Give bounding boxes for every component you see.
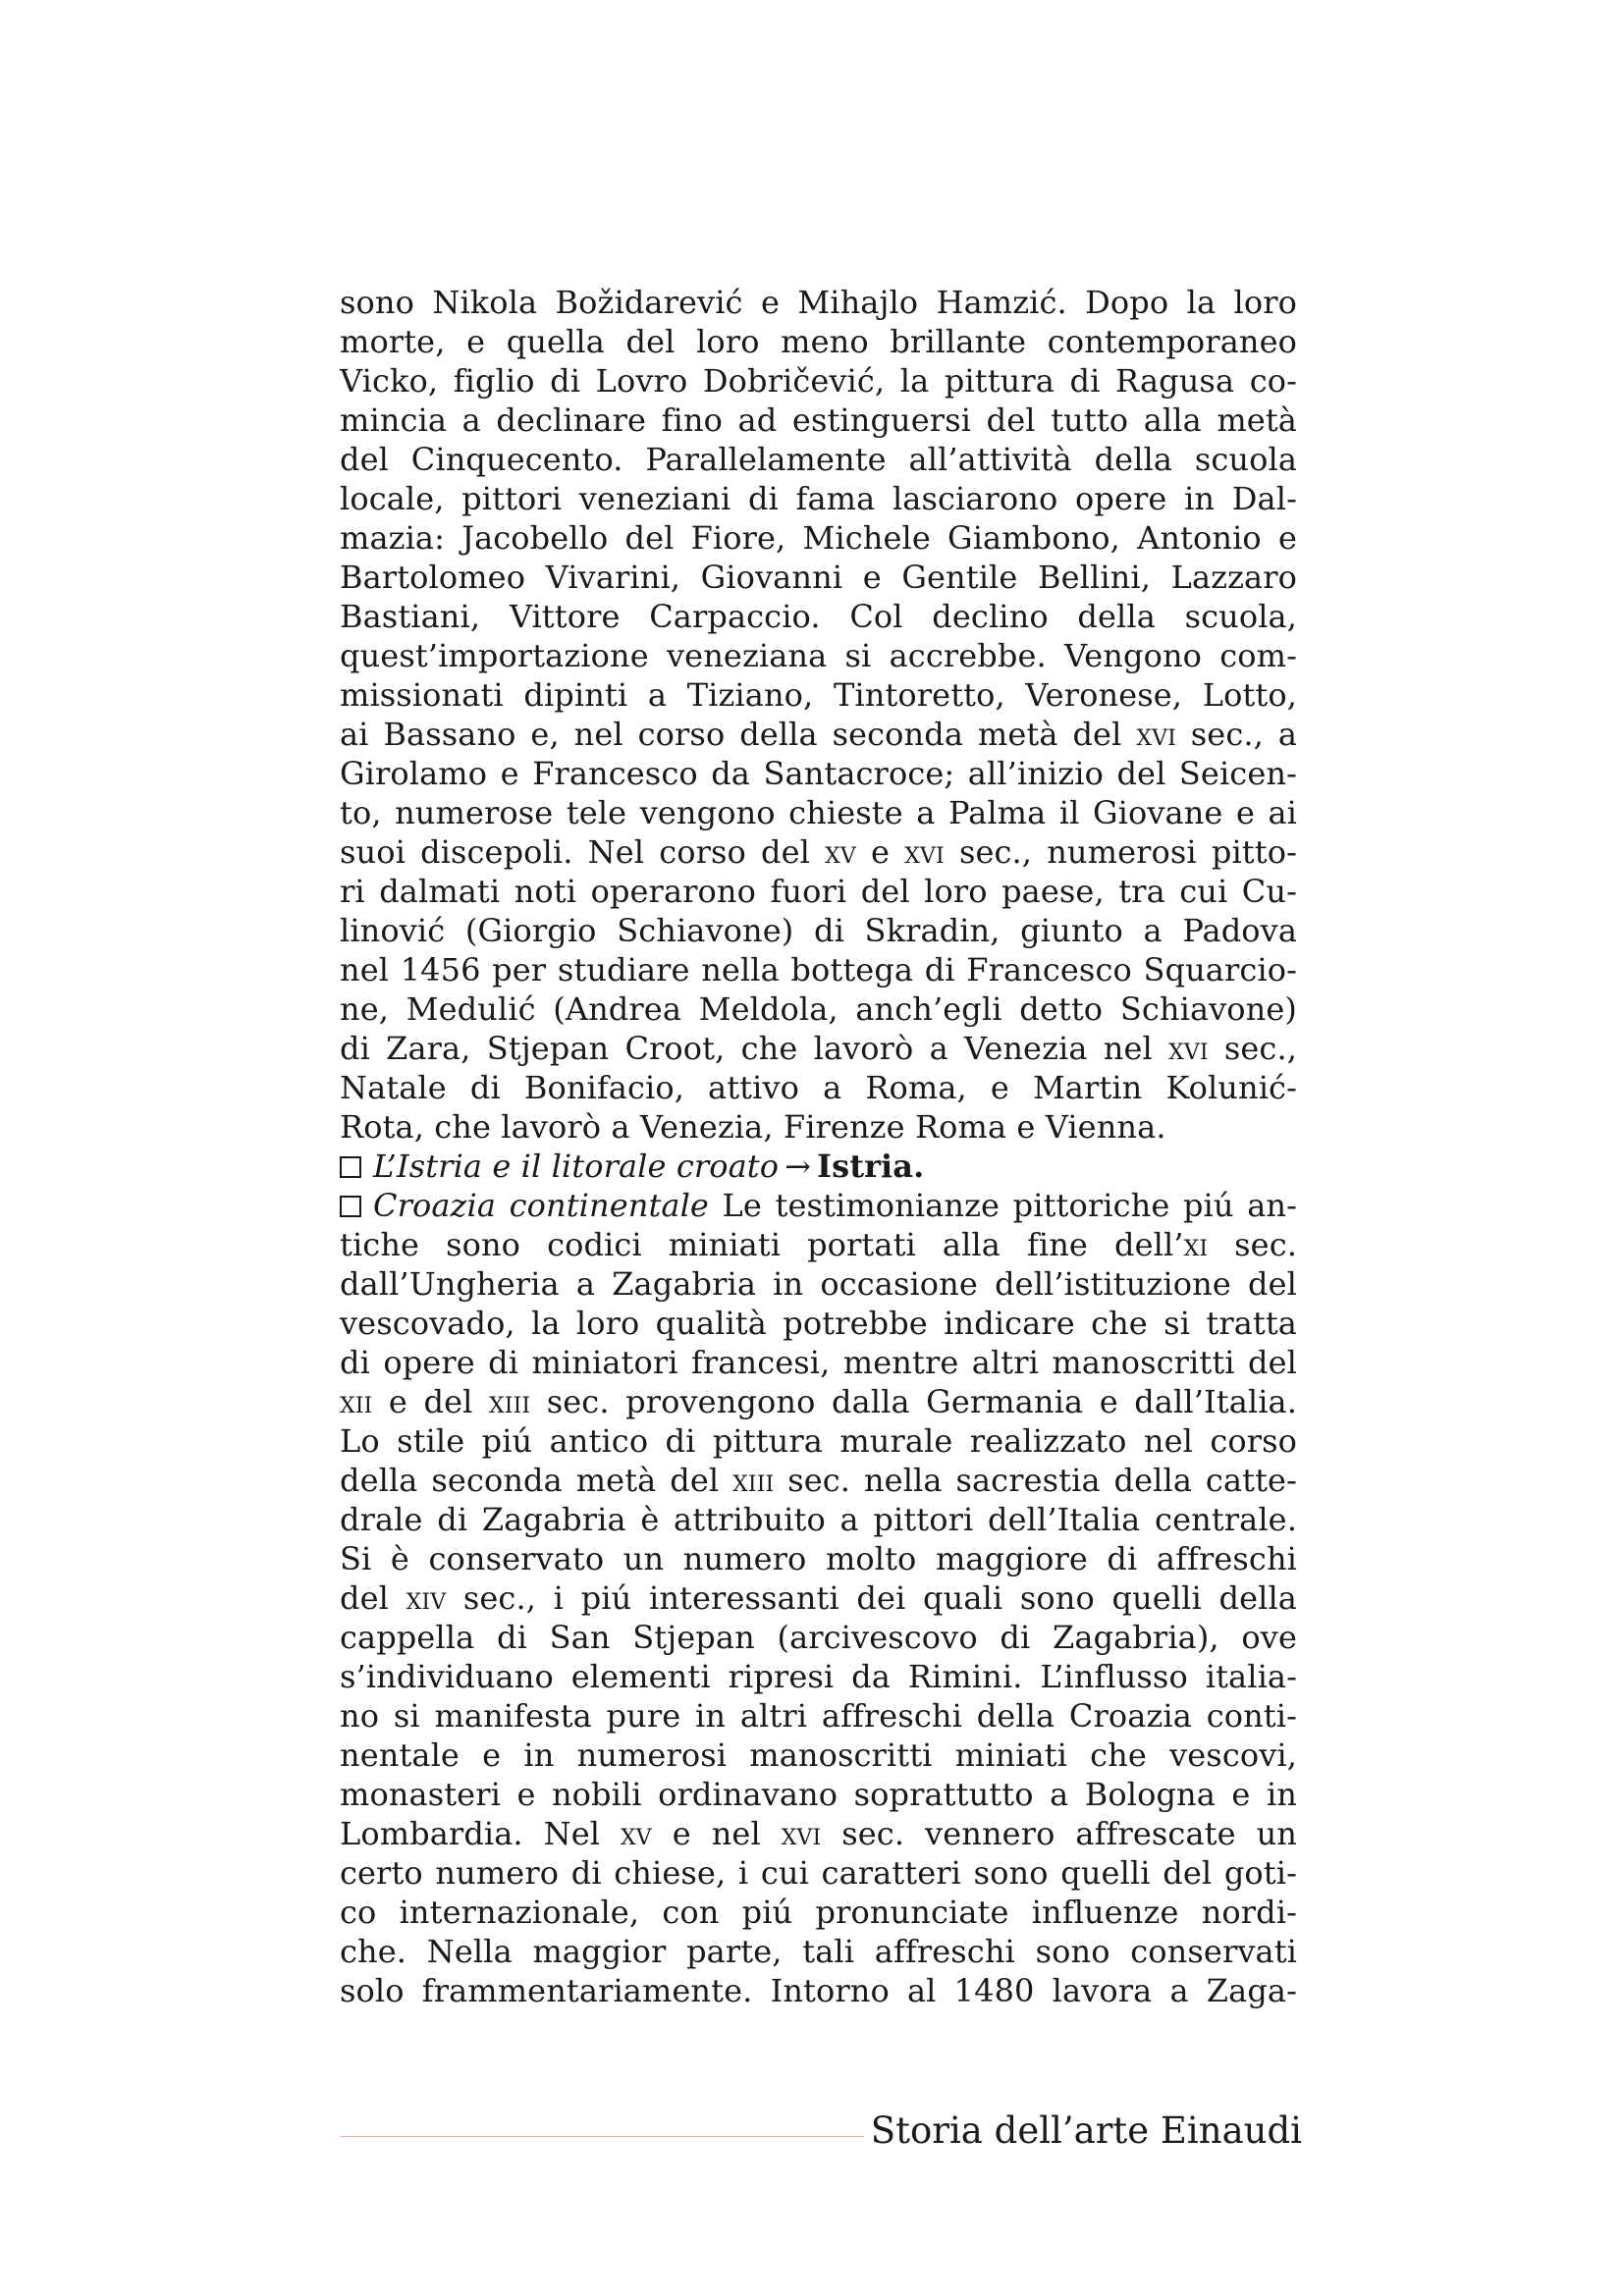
text-line: Lo stile piú antico di pittura murale realizzato nel corso [340, 1422, 1297, 1460]
croazia-heading: Croazia continentale [373, 1187, 709, 1224]
text-line: ne, Medulić (Andrea Meldola, anch’egli detto Schiavone) [340, 990, 1297, 1028]
text-line: tiche sono codici miniati portati alla fine dell’xi sec. [340, 1226, 1298, 1263]
text-line: co internazionale, con piú pronunciate influenze nordi- [340, 1894, 1297, 1931]
text-line: drale di Zagabria è attribuito a pittori dell’Italia centrale. [340, 1501, 1297, 1538]
text-line: ri dalmati noti operarono fuori del loro paese, tra cui Cu- [340, 873, 1297, 910]
cross-reference-arrow-icon: → [784, 1148, 812, 1185]
text-line: mincia a declinare fino ad estinguersi del tutto alla metà [340, 401, 1297, 439]
text-line: suoi discepoli. Nel corso del xv e xvi sec., numerosi pitto- [340, 833, 1297, 871]
footer-rule [340, 2136, 864, 2137]
text-line: che. Nella maggior parte, tali affreschi sono conservati [340, 1933, 1297, 1970]
text-line: Natale di Bonifacio, attivo a Roma, e Martin Kolunić- [340, 1069, 1297, 1106]
text-line: mazia: Jacobello del Fiore, Michele Giambono, Antonio e [340, 519, 1297, 557]
text-line: del Cinquecento. Parallelamente all’attività della scuola [340, 441, 1297, 478]
section-square-icon [340, 1156, 361, 1178]
text-line: to, numerose tele vengono chieste a Palma il Giovane e ai [340, 794, 1297, 831]
text-line: monasteri e nobili ordinavano soprattutto a Bologna e in [340, 1776, 1297, 1813]
text-line: Girolamo e Francesco da Santacroce; all’inizio del Seicen- [340, 755, 1297, 792]
section-square-icon [340, 1196, 361, 1217]
text-line: quest’importazione veneziana si accrebbe. Vengono com- [340, 637, 1297, 674]
text-line: della seconda metà del xiii sec. nella sacrestia della catte- [340, 1462, 1297, 1499]
text-line: di Zara, Stjepan Croot, che lavorò a Venezia nel xvi sec., [340, 1030, 1297, 1067]
text-line: Vicko, figlio di Lovro Dobričević, la pittura di Ragusa co- [340, 362, 1297, 400]
croazia-paragraph [340, 1225, 1297, 2010]
text-line: solo frammentariamente. Intorno al 1480 lavora a Zaga- [340, 1972, 1297, 2009]
text-line: linović (Giorgio Schiavone) di Skradin, giunto a Padova [340, 912, 1297, 949]
text-line: nentale e in numerosi manoscritti miniati che vescovi, [340, 1736, 1297, 1774]
text-line: missionati dipinti a Tiziano, Tintoretto, Veronese, Lotto, [340, 676, 1297, 714]
text-line: Bastiani, Vittore Carpaccio. Col declino della scuola, [340, 598, 1297, 635]
croazia-first-text: Le testimonianze pittoriche piú an- [708, 1187, 1297, 1224]
text-line: Si è conservato un numero molto maggiore di affreschi [340, 1540, 1297, 1577]
text-line: Lombardia. Nel xv e nel xvi sec. vennero affrescate un [340, 1815, 1297, 1852]
text-line: nel 1456 per studiare nella bottega di Francesco Squarcio- [340, 951, 1297, 988]
page-text-block [340, 283, 1297, 2010]
footer-book-title: Storia dell’arte Einaudi [870, 2109, 1302, 2152]
text-line: sono Nikola Božidarević e Mihajlo Hamzić. Dopo la loro [340, 284, 1297, 321]
text-line: morte, e quella del loro meno brillante contemporaneo [340, 323, 1297, 360]
text-line: xii e del xiii sec. provengono dalla Germania e dall’Italia. [340, 1383, 1297, 1420]
text-line: vescovado, la loro qualità potrebbe indicare che si tratta [340, 1305, 1297, 1342]
text-line: no si manifesta pure in altri affreschi della Croazia conti- [340, 1697, 1297, 1735]
text-line: cappella di San Stjepan (arcivescovo di Zagabria), ove [340, 1619, 1297, 1656]
text-line: locale, pittori veneziani di fama lasciarono opere in Dal- [340, 480, 1297, 517]
text-line: Rota, che lavorò a Venezia, Firenze Roma e Vienna. [340, 1108, 1166, 1146]
text-line: certo numero di chiese, i cui caratteri sono quelli del goti- [340, 1854, 1297, 1892]
text-line: ai Bassano e, nel corso della seconda metà del xvi sec., a [340, 716, 1297, 753]
istria-cross-reference: Istria. [817, 1148, 925, 1185]
text-line: Bartolomeo Vivarini, Giovanni e Gentile Bellini, Lazzaro [340, 559, 1297, 596]
croazia-first-line [340, 1186, 1297, 1225]
text-line: del xiv sec., i piú interessanti dei quali sono quelli della [340, 1579, 1297, 1617]
istria-line [340, 1147, 1297, 1186]
istria-heading: L’Istria e il litorale croato [373, 1148, 780, 1185]
text-line: dall’Ungheria a Zagabria in occasione dell’istituzione del [340, 1265, 1297, 1303]
text-line: di opere di miniatori francesi, mentre altri manoscritti del [340, 1344, 1297, 1381]
text-line: s’individuano elementi ripresi da Rimini. L’influsso italia- [340, 1658, 1297, 1695]
body-paragraph [340, 283, 1297, 1147]
